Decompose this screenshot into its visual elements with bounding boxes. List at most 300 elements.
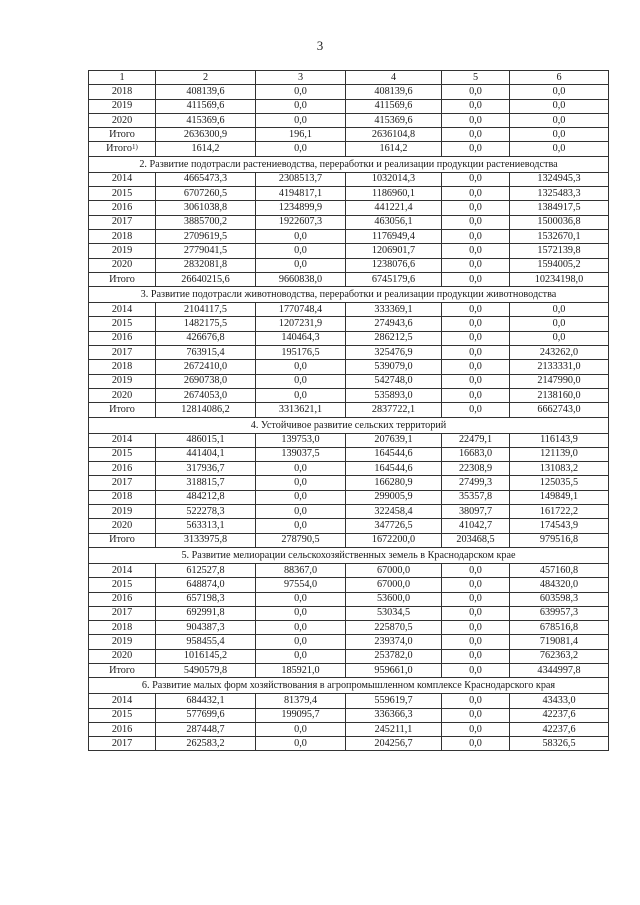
value-cell: 42237,6	[510, 722, 609, 736]
value-cell: 1614,2	[346, 142, 442, 156]
table-row	[89, 128, 609, 142]
row-label: 2020	[89, 258, 156, 272]
value-cell: 763915,4	[156, 346, 256, 360]
value-cell: 411569,6	[156, 99, 256, 113]
value-cell: 603598,3	[510, 592, 609, 606]
value-cell: 415369,6	[156, 113, 256, 127]
value-cell: 164544,6	[346, 462, 442, 476]
value-cell: 325476,9	[346, 346, 442, 360]
value-cell: 0,0	[256, 505, 346, 519]
value-cell: 203468,5	[442, 533, 510, 547]
row-label: 2018	[89, 229, 156, 243]
value-cell: 441221,4	[346, 201, 442, 215]
value-cell: 0,0	[442, 258, 510, 272]
value-cell: 0,0	[510, 303, 609, 317]
section-title-row	[89, 417, 609, 433]
row-label: 2020	[89, 388, 156, 402]
row-label: 2014	[89, 433, 156, 447]
value-cell: 0,0	[442, 388, 510, 402]
table-row	[89, 490, 609, 504]
row-label: 2014	[89, 172, 156, 186]
table-row	[89, 346, 609, 360]
value-cell: 274943,6	[346, 317, 442, 331]
value-cell: 278790,5	[256, 533, 346, 547]
value-cell: 0,0	[256, 142, 346, 156]
value-cell: 2104117,5	[156, 303, 256, 317]
value-cell: 0,0	[256, 621, 346, 635]
value-cell: 1614,2	[156, 142, 256, 156]
table-row	[89, 578, 609, 592]
value-cell: 1572139,8	[510, 244, 609, 258]
value-cell: 0,0	[256, 722, 346, 736]
row-label: 2020	[89, 519, 156, 533]
value-cell: 678516,8	[510, 621, 609, 635]
value-cell: 9660838,0	[256, 272, 346, 286]
row-label: 2014	[89, 694, 156, 708]
value-cell: 67000,0	[346, 578, 442, 592]
value-cell: 0,0	[442, 229, 510, 243]
value-cell: 67000,0	[346, 563, 442, 577]
value-cell: 166280,9	[346, 476, 442, 490]
row-label: 2015	[89, 578, 156, 592]
table-row	[89, 649, 609, 663]
header-cell: 5	[442, 71, 510, 85]
row-label: 2018	[89, 621, 156, 635]
row-label: Итого$^{1)}$	[89, 142, 156, 156]
value-cell: 1186960,1	[346, 187, 442, 201]
value-cell: 286212,5	[346, 331, 442, 345]
value-cell: 26640215,6	[156, 272, 256, 286]
table-row	[89, 85, 609, 99]
value-cell: 1234899,9	[256, 201, 346, 215]
value-cell: 239374,0	[346, 635, 442, 649]
value-cell: 0,0	[442, 649, 510, 663]
value-cell: 0,0	[510, 331, 609, 345]
value-cell: 0,0	[442, 708, 510, 722]
table-row	[89, 403, 609, 417]
value-cell: 2837722,1	[346, 403, 442, 417]
table-row	[89, 201, 609, 215]
value-cell: 1016145,2	[156, 649, 256, 663]
value-cell: 262583,2	[156, 737, 256, 751]
value-cell: 0,0	[442, 663, 510, 677]
table-row	[89, 388, 609, 402]
row-label: 2014	[89, 563, 156, 577]
value-cell: 0,0	[442, 128, 510, 142]
table-row	[89, 244, 609, 258]
value-cell: 559619,7	[346, 694, 442, 708]
table-row	[89, 229, 609, 243]
table-row	[89, 694, 609, 708]
value-cell: 1206901,7	[346, 244, 442, 258]
table-row	[89, 663, 609, 677]
value-cell: 139753,0	[256, 433, 346, 447]
value-cell: 336366,3	[346, 708, 442, 722]
value-cell: 0,0	[442, 317, 510, 331]
table-row	[89, 476, 609, 490]
value-cell: 426676,8	[156, 331, 256, 345]
value-cell: 121139,0	[510, 447, 609, 461]
value-cell: 97554,0	[256, 578, 346, 592]
value-cell: 0,0	[442, 142, 510, 156]
value-cell: 0,0	[442, 85, 510, 99]
value-cell: 0,0	[442, 244, 510, 258]
table-row	[89, 317, 609, 331]
row-label: 2016	[89, 592, 156, 606]
row-label: Итого	[89, 128, 156, 142]
row-label: 2016	[89, 201, 156, 215]
table-row	[89, 113, 609, 127]
value-cell: 287448,7	[156, 722, 256, 736]
value-cell: 0,0	[442, 272, 510, 286]
row-label: 2016	[89, 462, 156, 476]
value-cell: 0,0	[510, 113, 609, 127]
value-cell: 0,0	[256, 113, 346, 127]
value-cell: 0,0	[442, 563, 510, 577]
row-label: 2017	[89, 737, 156, 751]
row-label: 2016	[89, 722, 156, 736]
value-cell: 1238076,6	[346, 258, 442, 272]
value-cell: 0,0	[442, 331, 510, 345]
value-cell: 411569,6	[346, 99, 442, 113]
value-cell: 333369,1	[346, 303, 442, 317]
value-cell: 1500036,8	[510, 215, 609, 229]
value-cell: 563313,1	[156, 519, 256, 533]
value-cell: 1032014,3	[346, 172, 442, 186]
value-cell: 0,0	[442, 215, 510, 229]
value-cell: 0,0	[442, 635, 510, 649]
table-row	[89, 447, 609, 461]
value-cell: 1532670,1	[510, 229, 609, 243]
section-title: 4. Устойчивое развитие сельских территорий	[89, 417, 609, 433]
value-cell: 1384917,5	[510, 201, 609, 215]
value-cell: 1594005,2	[510, 258, 609, 272]
value-cell: 2779041,5	[156, 244, 256, 258]
section-title-row	[89, 287, 609, 303]
value-cell: 0,0	[442, 99, 510, 113]
value-cell: 2133331,0	[510, 360, 609, 374]
value-cell: 0,0	[256, 388, 346, 402]
header-cell: 6	[510, 71, 609, 85]
table-row	[89, 519, 609, 533]
value-cell: 1207231,9	[256, 317, 346, 331]
value-cell: 317936,7	[156, 462, 256, 476]
table-row	[89, 505, 609, 519]
value-cell: 3313621,1	[256, 403, 346, 417]
value-cell: 484212,8	[156, 490, 256, 504]
row-label: 2020	[89, 113, 156, 127]
value-cell: 195176,5	[256, 346, 346, 360]
table-row	[89, 722, 609, 736]
value-cell: 347726,5	[346, 519, 442, 533]
row-label: 2017	[89, 346, 156, 360]
value-cell: 35357,8	[442, 490, 510, 504]
row-label: 2019	[89, 99, 156, 113]
table-row	[89, 303, 609, 317]
row-label: 2016	[89, 331, 156, 345]
table-row	[89, 331, 609, 345]
header-row	[89, 71, 609, 85]
value-cell: 0,0	[510, 142, 609, 156]
value-cell: 463056,1	[346, 215, 442, 229]
value-cell: 0,0	[256, 258, 346, 272]
row-label: 2017	[89, 215, 156, 229]
value-cell: 542748,0	[346, 374, 442, 388]
value-cell: 648874,0	[156, 578, 256, 592]
value-cell: 0,0	[442, 113, 510, 127]
value-cell: 2832081,8	[156, 258, 256, 272]
value-cell: 0,0	[442, 578, 510, 592]
value-cell: 0,0	[256, 592, 346, 606]
value-cell: 0,0	[510, 317, 609, 331]
section-title: 2. Развитие подотрасли растениеводства, переработки и реализации продукции растениеводства	[89, 156, 609, 172]
value-cell: 16683,0	[442, 447, 510, 461]
value-cell: 245211,1	[346, 722, 442, 736]
value-cell: 457160,8	[510, 563, 609, 577]
value-cell: 408139,6	[346, 85, 442, 99]
value-cell: 0,0	[256, 519, 346, 533]
row-label: 2020	[89, 649, 156, 663]
table-row	[89, 737, 609, 751]
value-cell: 131083,2	[510, 462, 609, 476]
table-row	[89, 258, 609, 272]
value-cell: 958455,4	[156, 635, 256, 649]
value-cell: 684432,1	[156, 694, 256, 708]
table-row	[89, 360, 609, 374]
value-cell: 692991,8	[156, 606, 256, 620]
value-cell: 2308513,7	[256, 172, 346, 186]
row-label: Итого	[89, 403, 156, 417]
table-row	[89, 99, 609, 113]
value-cell: 149849,1	[510, 490, 609, 504]
section-title: 5. Развитие мелиорации сельскохозяйственных земель в Краснодарском крае	[89, 547, 609, 563]
value-cell: 0,0	[442, 592, 510, 606]
budget-table	[88, 70, 609, 751]
value-cell: 0,0	[442, 187, 510, 201]
value-cell: 1176949,4	[346, 229, 442, 243]
section-title: 3. Развитие подотрасли животноводства, переработки и реализации продукции животноводства	[89, 287, 609, 303]
row-label: 2019	[89, 244, 156, 258]
value-cell: 0,0	[256, 476, 346, 490]
page-number: 3	[316, 38, 324, 53]
row-label: 2015	[89, 447, 156, 461]
value-cell: 2636104,8	[346, 128, 442, 142]
value-cell: 27499,3	[442, 476, 510, 490]
table-row	[89, 374, 609, 388]
value-cell: 408139,6	[156, 85, 256, 99]
value-cell: 116143,9	[510, 433, 609, 447]
value-cell: 657198,3	[156, 592, 256, 606]
value-cell: 53600,0	[346, 592, 442, 606]
value-cell: 53034,5	[346, 606, 442, 620]
value-cell: 81379,4	[256, 694, 346, 708]
row-label: Итого	[89, 272, 156, 286]
value-cell: 0,0	[442, 346, 510, 360]
value-cell: 1770748,4	[256, 303, 346, 317]
value-cell: 0,0	[256, 606, 346, 620]
value-cell: 2636300,9	[156, 128, 256, 142]
value-cell: 2147990,0	[510, 374, 609, 388]
value-cell: 577699,6	[156, 708, 256, 722]
value-cell: 639957,3	[510, 606, 609, 620]
value-cell: 125035,5	[510, 476, 609, 490]
row-label: 2018	[89, 490, 156, 504]
value-cell: 0,0	[256, 360, 346, 374]
header-cell: 4	[346, 71, 442, 85]
value-cell: 174543,9	[510, 519, 609, 533]
value-cell: 5490579,8	[156, 663, 256, 677]
row-label: 2015	[89, 317, 156, 331]
table-row	[89, 635, 609, 649]
value-cell: 207639,1	[346, 433, 442, 447]
row-label: 2014	[89, 303, 156, 317]
value-cell: 10234198,0	[510, 272, 609, 286]
value-cell: 2690738,0	[156, 374, 256, 388]
value-cell: 243262,0	[510, 346, 609, 360]
value-cell: 6707260,5	[156, 187, 256, 201]
value-cell: 762363,2	[510, 649, 609, 663]
value-cell: 0,0	[256, 85, 346, 99]
value-cell: 225870,5	[346, 621, 442, 635]
value-cell: 318815,7	[156, 476, 256, 490]
table-row	[89, 708, 609, 722]
value-cell: 4194817,1	[256, 187, 346, 201]
row-label: 2015	[89, 187, 156, 201]
value-cell: 88367,0	[256, 563, 346, 577]
value-cell: 522278,3	[156, 505, 256, 519]
row-label: 2017	[89, 606, 156, 620]
value-cell: 42237,6	[510, 708, 609, 722]
row-label: 2015	[89, 708, 156, 722]
row-label: 2018	[89, 360, 156, 374]
value-cell: 204256,7	[346, 737, 442, 751]
value-cell: 41042,7	[442, 519, 510, 533]
value-cell: 959661,0	[346, 663, 442, 677]
value-cell: 2672410,0	[156, 360, 256, 374]
value-cell: 484320,0	[510, 578, 609, 592]
value-cell: 0,0	[256, 649, 346, 663]
value-cell: 196,1	[256, 128, 346, 142]
value-cell: 322458,4	[346, 505, 442, 519]
value-cell: 3133975,8	[156, 533, 256, 547]
value-cell: 4344997,8	[510, 663, 609, 677]
value-cell: 3061038,8	[156, 201, 256, 215]
row-label: Итого	[89, 533, 156, 547]
value-cell: 486015,1	[156, 433, 256, 447]
value-cell: 539079,0	[346, 360, 442, 374]
value-cell: 6745179,6	[346, 272, 442, 286]
value-cell: 0,0	[510, 99, 609, 113]
value-cell: 22308,9	[442, 462, 510, 476]
value-cell: 2138160,0	[510, 388, 609, 402]
value-cell: 0,0	[442, 694, 510, 708]
value-cell: 0,0	[256, 490, 346, 504]
value-cell: 0,0	[442, 303, 510, 317]
row-label: 2019	[89, 505, 156, 519]
value-cell: 0,0	[256, 99, 346, 113]
section-title-row	[89, 547, 609, 563]
row-label: 2018	[89, 85, 156, 99]
row-label: 2017	[89, 476, 156, 490]
value-cell: 0,0	[442, 360, 510, 374]
value-cell: 0,0	[442, 722, 510, 736]
value-cell: 1672200,0	[346, 533, 442, 547]
value-cell: 2674053,0	[156, 388, 256, 402]
table-row	[89, 563, 609, 577]
value-cell: 0,0	[442, 201, 510, 215]
value-cell: 38097,7	[442, 505, 510, 519]
value-cell: 979516,8	[510, 533, 609, 547]
header-cell: 1	[89, 71, 156, 85]
value-cell: 0,0	[442, 621, 510, 635]
value-cell: 415369,6	[346, 113, 442, 127]
value-cell: 164544,6	[346, 447, 442, 461]
table-row	[89, 187, 609, 201]
section-title: 6. Развитие малых форм хозяйствования в агропромышленном комплексе Краснодарского края	[89, 678, 609, 694]
value-cell: 6662743,0	[510, 403, 609, 417]
table-row	[89, 606, 609, 620]
value-cell: 535893,0	[346, 388, 442, 402]
value-cell: 0,0	[442, 403, 510, 417]
table-row	[89, 621, 609, 635]
value-cell: 0,0	[510, 85, 609, 99]
value-cell: 719081,4	[510, 635, 609, 649]
table-row	[89, 533, 609, 547]
section-title-row	[89, 156, 609, 172]
value-cell: 58326,5	[510, 737, 609, 751]
section-title-row	[89, 678, 609, 694]
value-cell: 441404,1	[156, 447, 256, 461]
row-label: 2019	[89, 374, 156, 388]
value-cell: 299005,9	[346, 490, 442, 504]
table-row	[89, 215, 609, 229]
value-cell: 140464,3	[256, 331, 346, 345]
table-row	[89, 433, 609, 447]
row-label: Итого	[89, 663, 156, 677]
value-cell: 199095,7	[256, 708, 346, 722]
value-cell: 0,0	[256, 229, 346, 243]
value-cell: 0,0	[256, 462, 346, 476]
table-row	[89, 272, 609, 286]
value-cell: 1482175,5	[156, 317, 256, 331]
value-cell: 43433,0	[510, 694, 609, 708]
value-cell: 4665473,3	[156, 172, 256, 186]
value-cell: 0,0	[442, 737, 510, 751]
value-cell: 0,0	[256, 374, 346, 388]
row-label: 2019	[89, 635, 156, 649]
value-cell: 0,0	[256, 737, 346, 751]
value-cell: 0,0	[256, 635, 346, 649]
value-cell: 2709619,5	[156, 229, 256, 243]
value-cell: 612527,8	[156, 563, 256, 577]
table-row	[89, 142, 609, 156]
value-cell: 161722,2	[510, 505, 609, 519]
value-cell: 1325483,3	[510, 187, 609, 201]
value-cell: 12814086,2	[156, 403, 256, 417]
value-cell: 0,0	[256, 244, 346, 258]
header-cell: 3	[256, 71, 346, 85]
header-cell: 2	[156, 71, 256, 85]
value-cell: 0,0	[442, 606, 510, 620]
value-cell: 3885700,2	[156, 215, 256, 229]
value-cell: 22479,1	[442, 433, 510, 447]
table-row	[89, 172, 609, 186]
table-row	[89, 592, 609, 606]
value-cell: 253782,0	[346, 649, 442, 663]
value-cell: 0,0	[442, 374, 510, 388]
table-row	[89, 462, 609, 476]
value-cell: 0,0	[510, 128, 609, 142]
